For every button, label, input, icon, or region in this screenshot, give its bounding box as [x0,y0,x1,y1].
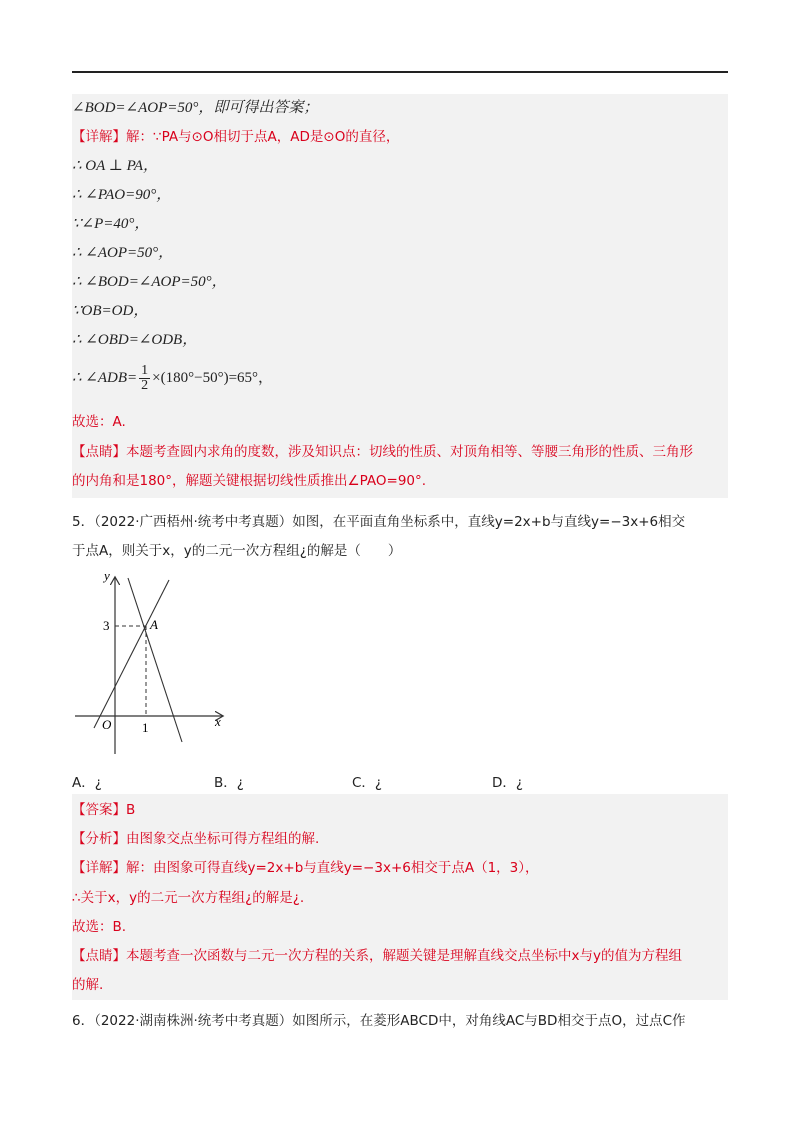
comment-line [72,442,693,462]
line-y-neg3x-6 [128,578,182,742]
solution-line: ∴ ∠AOP=50°， [72,245,174,261]
line-y-2x-b [94,580,169,728]
answer-line [72,800,135,820]
option-d: D．¿ [492,775,524,791]
answer-text: B [126,802,136,818]
header-rule [72,71,728,73]
solution-line: ∠BOD=∠AOP=50°，即可得出答案； [72,100,319,116]
solution-line: ∵∠P=40°， [72,216,150,232]
point-a-label: A [150,617,158,632]
conclusion-line: ∴关于x，y的二元一次方程组¿的解是¿. [72,890,305,906]
option-b: B．¿ [214,775,244,791]
tick-x-1: 1 [142,720,149,735]
solution-line: ∴ OA ⊥ PA， [72,158,159,174]
x-axis-label: x [215,714,221,729]
comment-tag: 【点睛】 [72,444,126,460]
coordinate-figure [72,566,242,756]
question-5-stem-2: 于点A，则关于x，y的二元一次方程组¿的解是（ ） [72,543,402,559]
choice-line-2: 故选：B. [72,919,127,935]
detail-line [72,127,399,147]
comment-text: 本题考查圆内求角的度数，涉及知识点：切线的性质、对顶角相等、等腰三角形的性质、三角形 [126,444,693,460]
question-5-stem: 5．（2022·广西梧州·统考中考真题）如图，在平面直角坐标系中，直线y=2x+b与直线y=−3x+6相交 [72,514,686,530]
solution-block-2 [72,794,728,1000]
detail-tag: 【详解】 [72,129,126,145]
detail-text-2: 解：由图象可得直线y=2x+b与直线y=−3x+6相交于点A（1，3）， [126,860,539,876]
analysis-line [72,829,319,849]
fraction-line-suffix: ×(180°−50°)=65°， [152,370,274,386]
origin-label: O [102,717,112,732]
fraction-numerator: 1 [141,362,149,378]
comment-tag-2: 【点睛】 [72,948,126,964]
option-c: C．¿ [352,775,383,791]
answer-tag: 【答案】 [72,802,126,818]
solution-line: ∴ ∠OBD=∠ODB， [72,332,198,348]
analysis-tag: 【分析】 [72,831,126,847]
fraction-line [72,360,273,396]
comment-line-b [72,946,682,966]
comment-line-2: 的内角和是180°，解题关键根据切线性质推出∠PAO=90°. [72,473,427,489]
analysis-text: 由图象交点坐标可得方程组的解. [126,831,320,847]
solution-block-1 [72,94,728,498]
detail-text: 解：∵PA与⊙O相切于点A，AD是⊙O的直径， [126,129,400,145]
choice-line: 故选：A. [72,414,126,430]
fraction-denominator: 2 [141,377,149,393]
comment-line-b2: 的解. [72,977,104,993]
detail-tag-2: 【详解】 [72,860,126,876]
detail-line-2 [72,858,539,878]
solution-line: ∴ ∠PAO=90°， [72,187,172,203]
option-a: A．¿ [72,775,102,791]
comment-text-2: 本题考查一次函数与二元一次方程的关系，解题关键是理解直线交点坐标中x与y的值为方程组 [126,948,682,964]
y-axis-label: y [104,568,110,583]
solution-line: ∵OB=OD， [72,303,149,319]
question-6-stem: 6．（2022·湖南株洲·统考中考真题）如图所示，在菱形ABCD中，对角线AC与BD相交于点O，过点C作 [72,1013,686,1029]
fraction-half [139,364,150,393]
solution-line: ∴ ∠BOD=∠AOP=50°， [72,274,227,290]
tick-y-3: 3 [103,618,110,633]
fraction-line-prefix: ∴ ∠ADB= [72,370,138,386]
